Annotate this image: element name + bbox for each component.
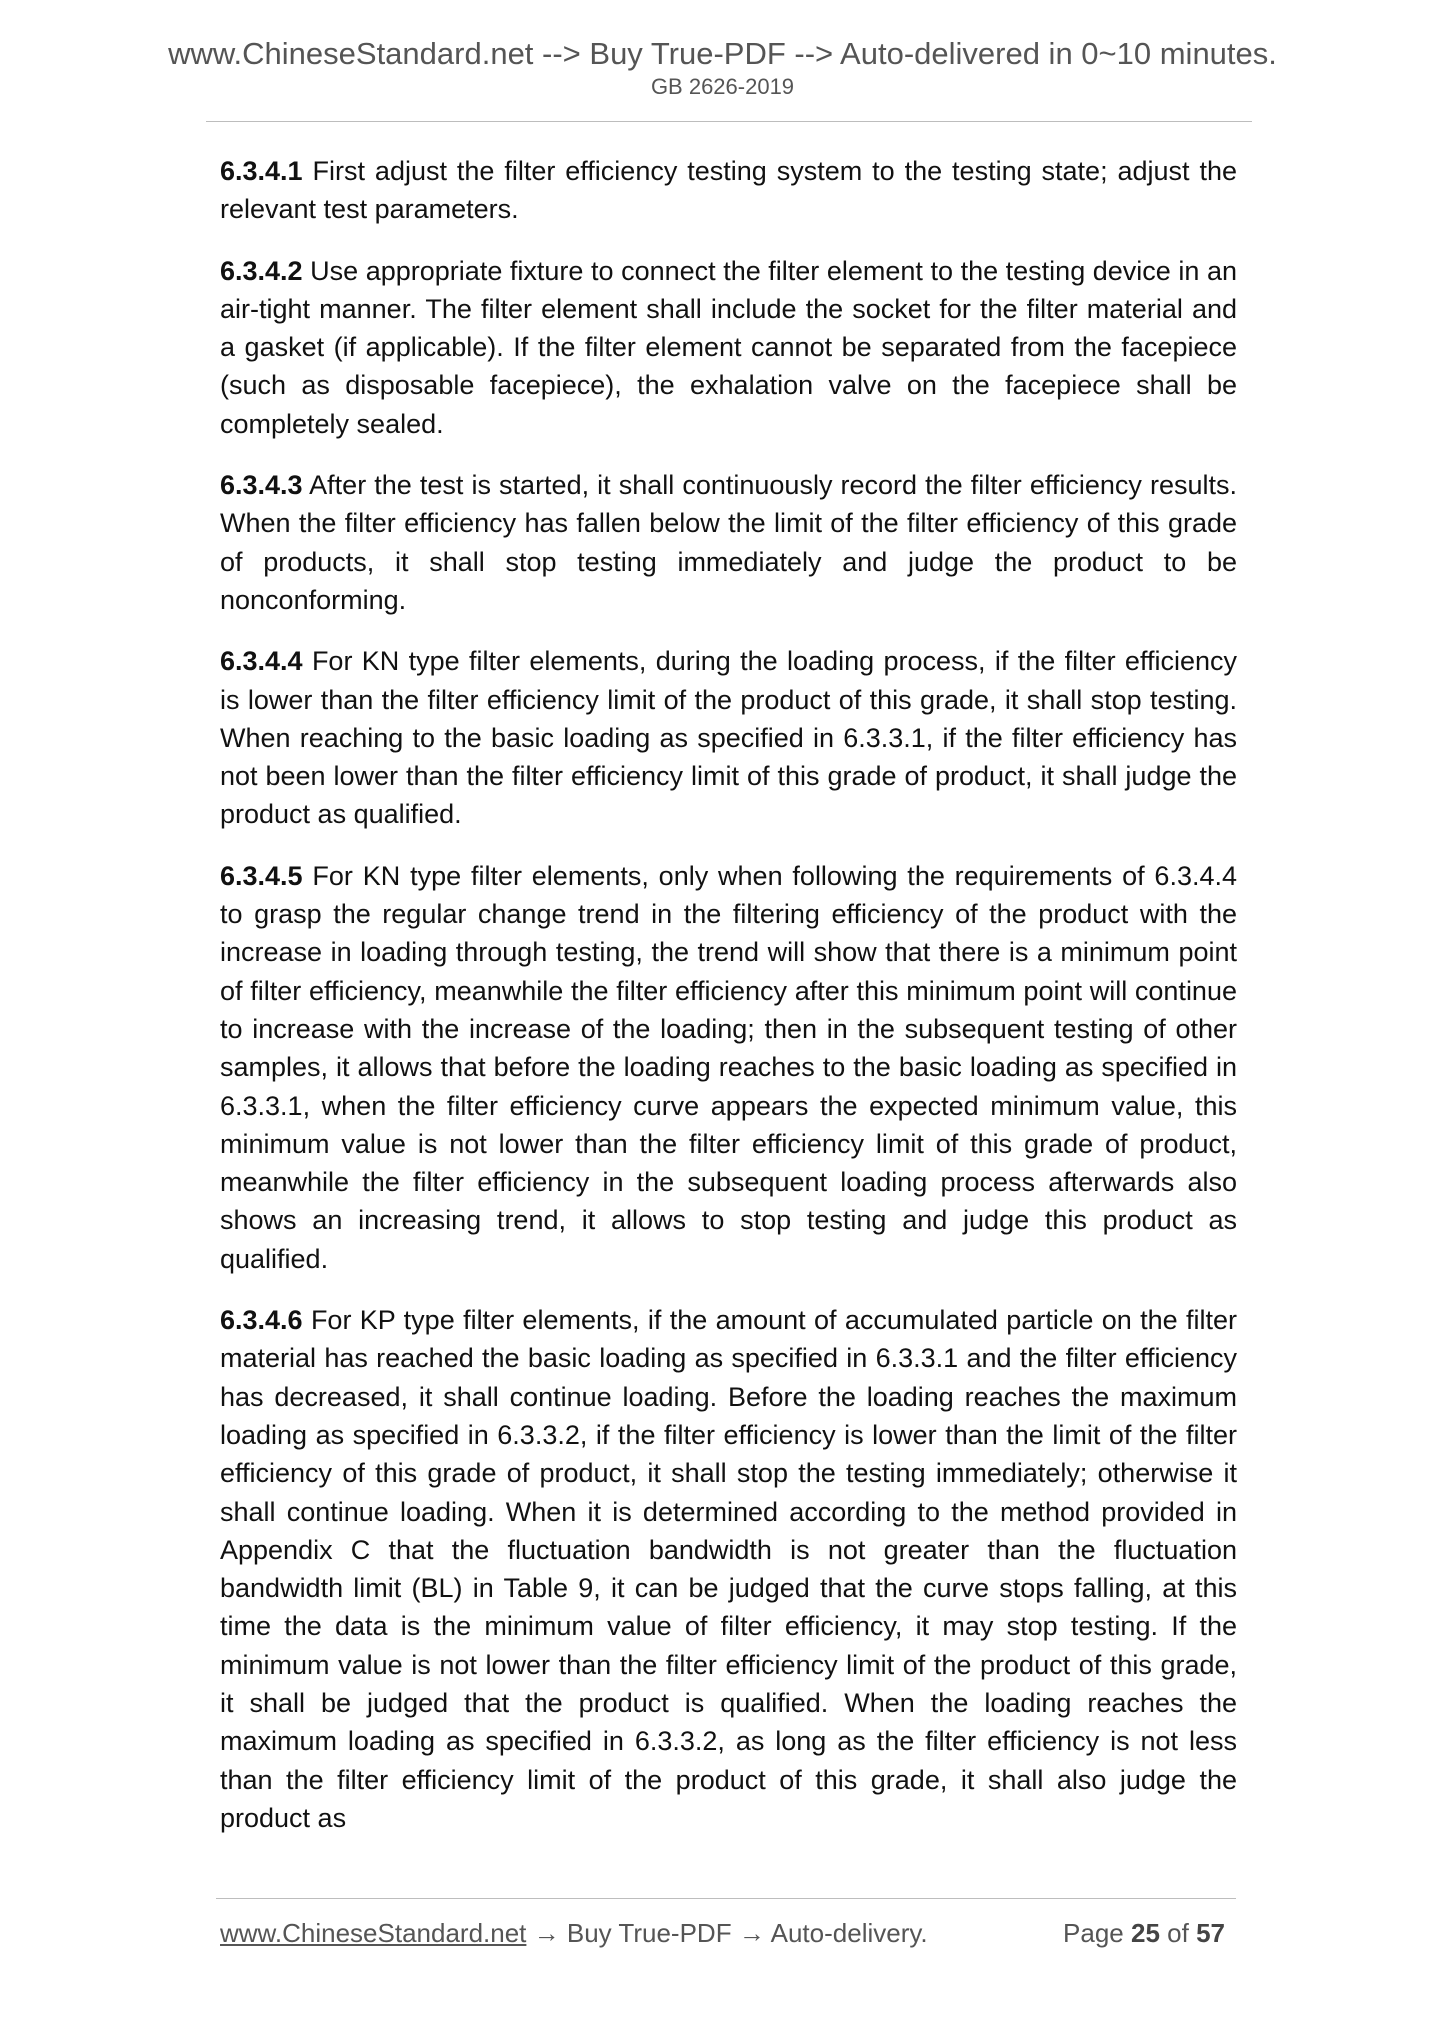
page-number: 25 xyxy=(1131,1918,1160,1948)
clause-6-3-4-1 xyxy=(220,152,1237,229)
header-divider xyxy=(206,121,1252,122)
clause-number: 6.3.4.2 xyxy=(220,255,303,286)
clause-number: 6.3.4.3 xyxy=(220,470,303,501)
clause-text: For KN type filter elements, only when following the requirements of 6.3.4.4 to grasp the regular change trend in the filtering efficiency of the product with the increase in loading through testing, the trend will show that there is a minimum point of filter efficiency, meanwhile the filter efficiency after this minimum point will continue to increase with the increase of the loading; then in the subsequent testing of other samples, it allows that before the loading reaches to the basic loading as specified in 6.3.3.1, when the filter efficiency curve appears the expected minimum value, this minimum value is not lower than the filter efficiency limit of this grade of product, meanwhile the filter efficiency in the subsequent loading process afterwards also shows an increasing trend, it allows to stop testing and judge this product as qualified. xyxy=(220,860,1237,1274)
page-label: Page xyxy=(1063,1918,1124,1948)
clause-6-3-4-5 xyxy=(220,857,1237,1278)
page-indicator xyxy=(1063,1918,1225,1949)
clause-number: 6.3.4.5 xyxy=(220,860,303,891)
clause-text: For KP type filter elements, if the amount of accumulated particle on the filter material has reached the basic loading as specified in 6.3.3.1 and the filter efficiency has decreased, it shall continue loading. Before the loading reaches the maximum loading as specified in 6.3.3.2, if the filter efficiency is lower than the limit of the filter efficiency of this grade of product, it shall stop the testing immediately; otherwise it shall continue loading. When it is determined according to the method provided in Appendix C that the fluctuation bandwidth is not greater than the fluctuation bandwidth limit (BL) in Table 9, it can be judged that the curve stops falling, at this time the data is the minimum value of filter efficiency, it may stop testing. If the minimum value is not lower than the filter efficiency limit of the product of this grade, it shall be judged that the product is qualified. When the loading reaches the maximum loading as specified in 6.3.3.2, as long as the filter efficiency is not less than the filter efficiency limit of the product of this grade, it shall also judge the product as xyxy=(220,1305,1237,1833)
footer-links xyxy=(220,1918,928,1949)
clause-6-3-4-4 xyxy=(220,642,1237,833)
header-banner: www.ChineseStandard.net --> Buy True-PDF --> Auto-delivered in 0~10 minutes. xyxy=(168,36,1277,71)
clause-number: 6.3.4.6 xyxy=(220,1305,303,1336)
auto-delivery-text: Auto-delivery. xyxy=(770,1918,928,1948)
footer-divider xyxy=(216,1898,1236,1899)
of-label: of xyxy=(1167,1918,1189,1948)
clause-text: After the test is started, it shall continuously record the filter efficiency results. When the filter efficiency has fallen below the limit of the filter efficiency of this grade of products, it shall stop testing immediately and judge the product to be nonconforming. xyxy=(220,470,1237,615)
buy-pdf-link[interactable]: Buy True-PDF xyxy=(566,1918,732,1948)
clause-number: 6.3.4.4 xyxy=(220,646,303,677)
clause-text: For KN type filter elements, during the loading process, if the filter efficiency is lower than the filter efficiency limit of the product of this grade, it shall stop testing. When reaching to the basic loading as specified in 6.3.3.1, if the filter efficiency has not been lower than the filter efficiency limit of this grade of product, it shall judge the product as qualified. xyxy=(220,646,1237,830)
total-pages: 57 xyxy=(1196,1918,1225,1948)
clause-text: Use appropriate fixture to connect the filter element to the testing device in an air-tight manner. The filter element shall include the socket for the filter material and a gasket (if applicable). If the filter element cannot be separated from the facepiece (such as disposable facepiece), the exhalation valve on the facepiece shall be completely sealed. xyxy=(220,255,1237,439)
standard-number: GB 2626-2019 xyxy=(650,74,795,99)
clause-6-3-4-6 xyxy=(220,1301,1237,1837)
right-arrow-icon: → xyxy=(738,1918,765,1948)
clause-number: 6.3.4.1 xyxy=(220,156,303,186)
clause-6-3-4-3 xyxy=(220,466,1237,619)
document-body xyxy=(220,152,1237,1860)
right-arrow-icon: → xyxy=(533,1918,560,1948)
clause-6-3-4-2 xyxy=(220,252,1237,443)
clause-text: First adjust the filter efficiency testing system to the testing state; adjust the relevant test parameters. xyxy=(220,156,1237,225)
site-link[interactable]: www.ChineseStandard.net xyxy=(220,1918,527,1948)
